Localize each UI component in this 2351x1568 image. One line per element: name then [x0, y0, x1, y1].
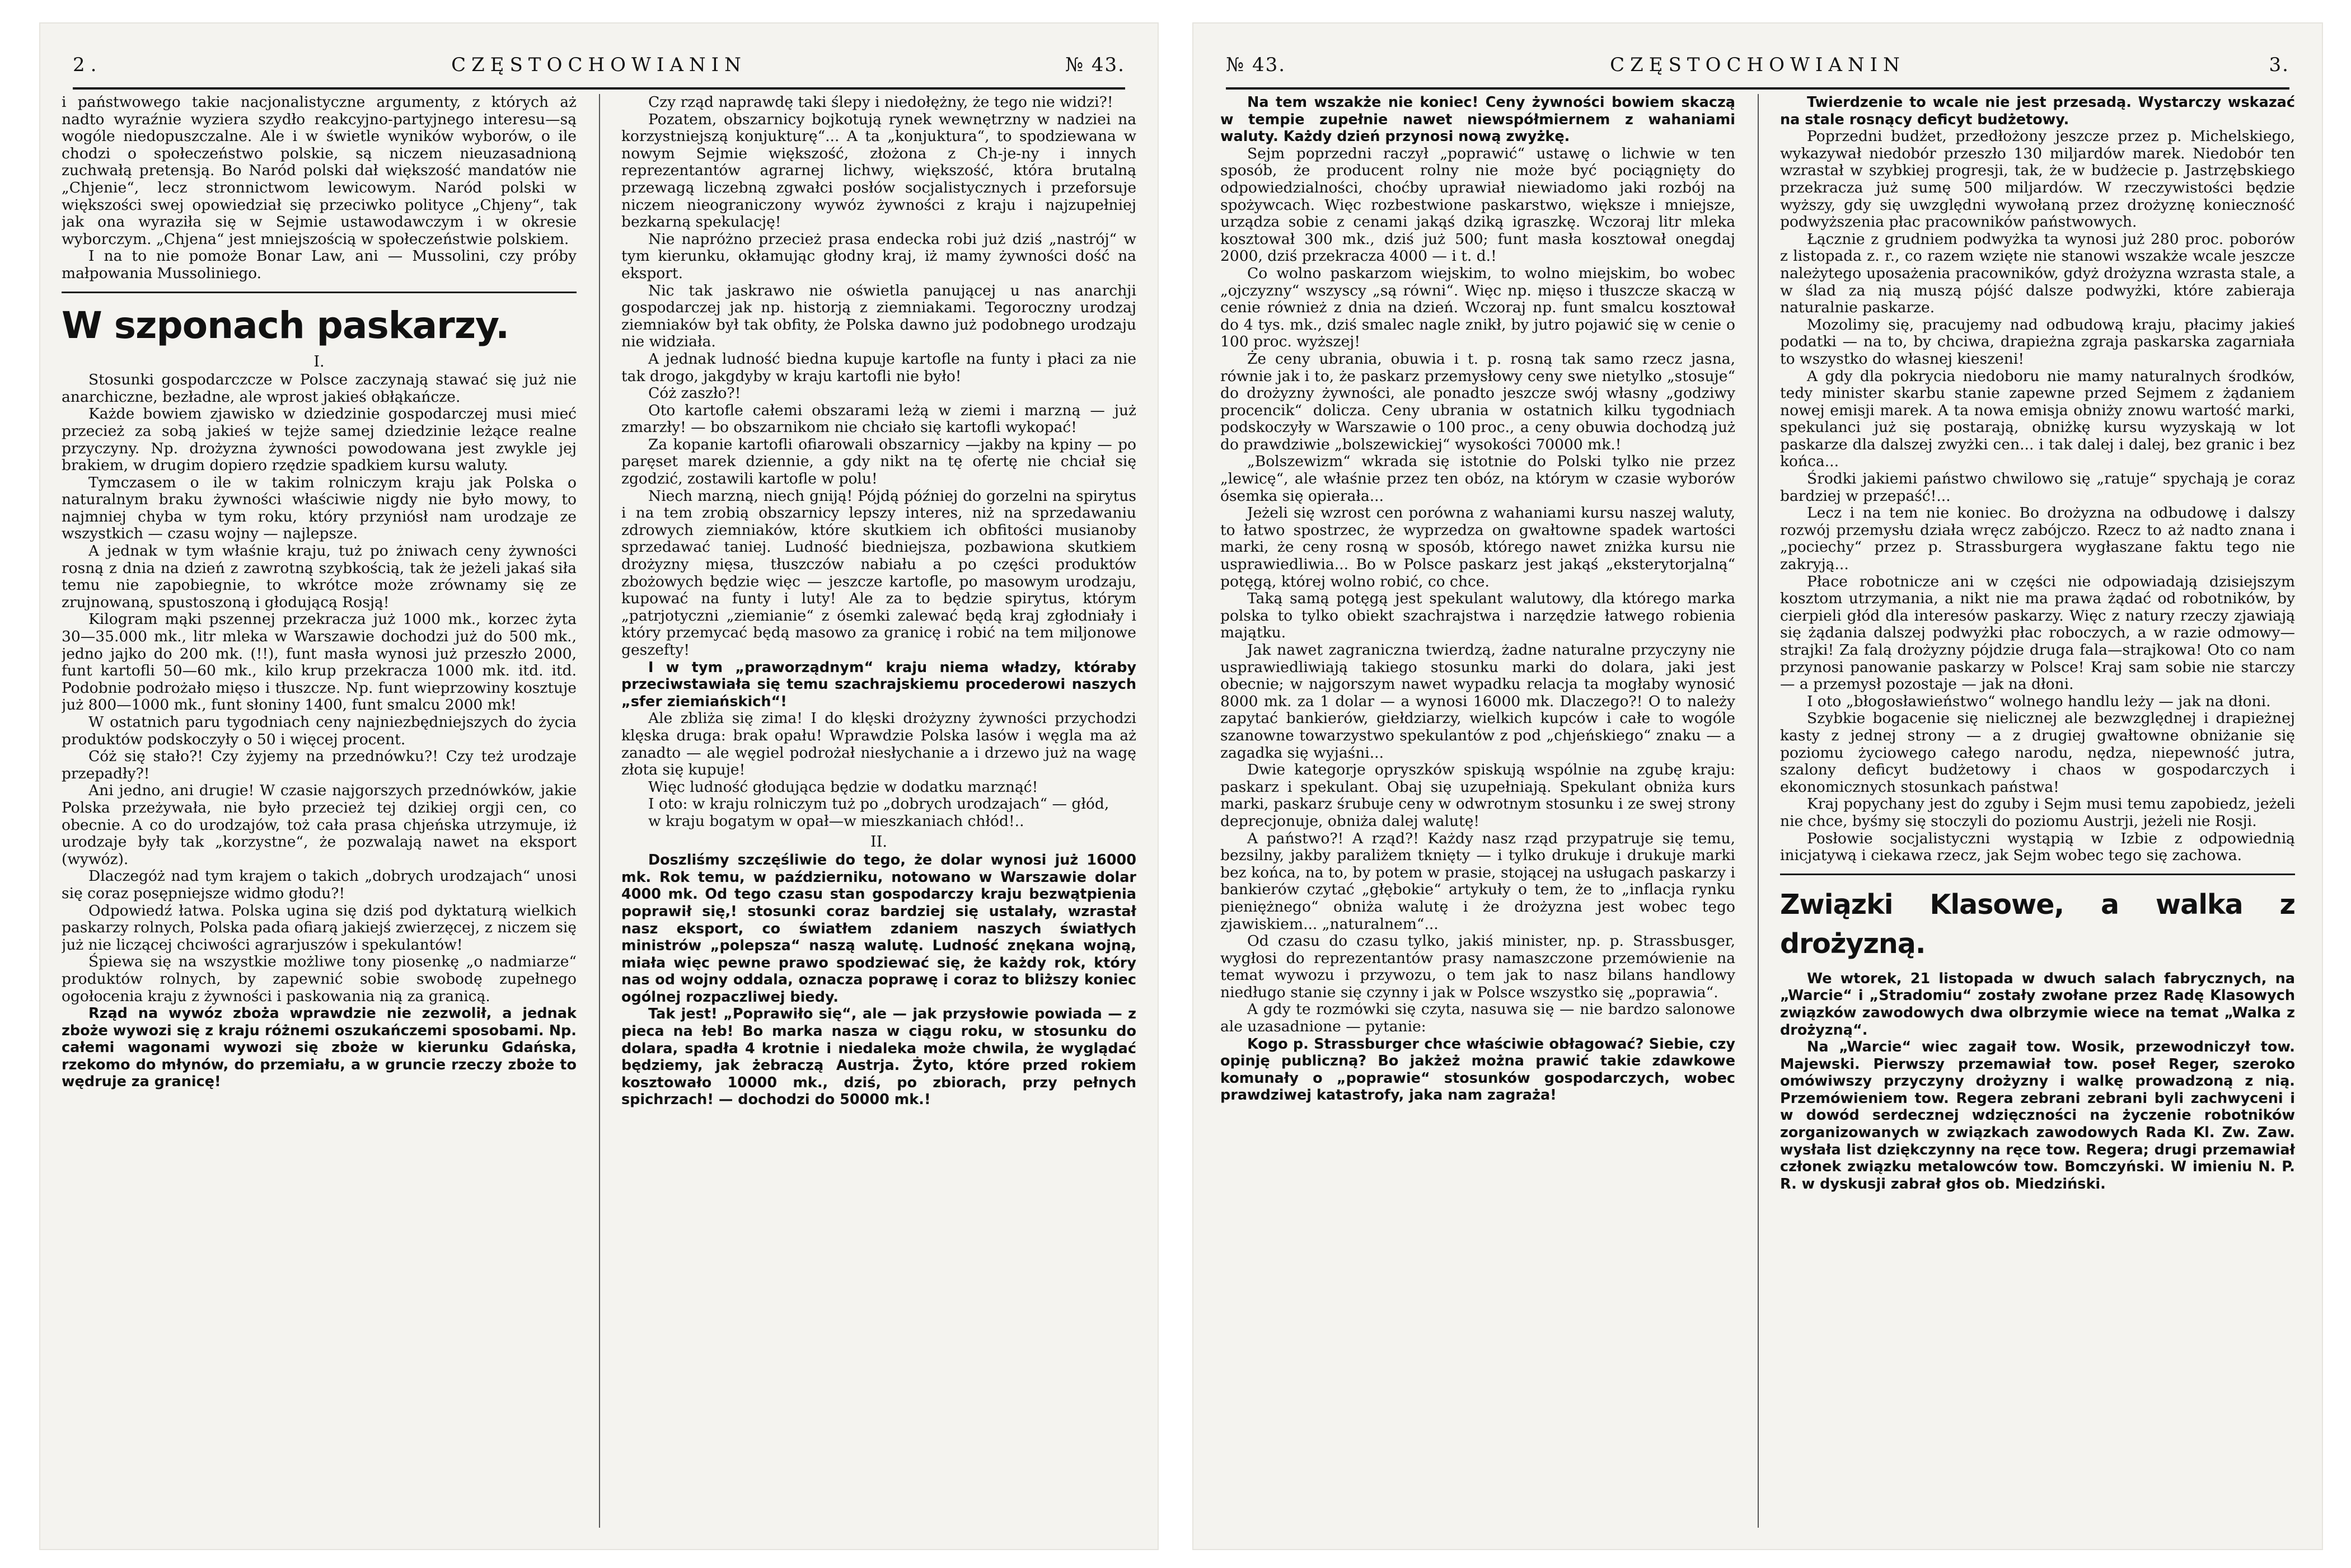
paragraph: i państwowego takie nacjonalistyczne argumenty, z których aż nadto wyraźnie wyziera szydło reakcyjno-partyjnego interesu—są wogóle niedopuszczalne. Ale i w świetle wyników wyborów, o ile chodzi o społeczeństwo polskie, są niczem nieuzasadnioną zuchwałą pretensją. Bo Naród polski dał większość mandatów nie „Chjenie“, lecz stronnictwom lewicowym. Naród polski w większości swej opowiedział się przeciwko polityce „Chjeny“, tak jak ona wyraziła się w Sejmie ustawodawczym i w okresie wyborczym. „Chjena“ jest mniejszością w społeczeństwie polskiem.: [62, 94, 577, 248]
paragraph: Poprzedni budżet, przedłożony jeszcze przez p. Michelskiego, wykazywał niedobór przeszło 130 miljardów marek. Niedobór ten wzrastał w szybkiej progresji, tak, że w budżecie p. Jastrzębskiego przekracza już sumę 500 miljardów. W rzeczywistości będzie wyższy, gdy się uwzględni wywołaną przez drożyznę konieczność podwyższenia płac pracowników państwowych.: [1780, 128, 2295, 231]
paragraph: I oto „błogosławieństwo“ wolnego handlu leży — jak na dłoni.: [1807, 692, 2271, 710]
paragraph: I na to nie pomoże Bonar Law, ani — Mussolini, czy próby małpowania Mussoliniego.: [62, 247, 577, 282]
left-page: [39, 22, 1159, 1550]
paragraph: W ostatnich paru tygodniach ceny najniezbędniejszych do życia produktów podskoczyły o 50 i więcej procent.: [62, 713, 577, 748]
paragraph: Oto kartofle całemi obszarami leżą w ziemi i marzną — już zmarzły! — bo obszarnikom nie chciało się kartofli wykopać!: [621, 401, 1136, 436]
paragraph-bold: Rząd na wywóz zboża wprawdzie nie zezwolił, a jednak zboże wywozi się z kraju różnemi oszukańczemi sposobami. Np. całemi wagonami wywozi się zboże w kierunku Gdańska, rzekomo do młynów, do przemiału, a w gruncie rzeczy zboże to wędruje za granicę!: [62, 1005, 577, 1091]
paragraph: Odpowiedź łatwa. Polska ugina się dziś pod dyktaturą wielkich paskarzy rolnych, Polska pada ofiarą jakiejś zwierzęcej, z niczem się już nie liczącej chciwości agrarjuszów i spekulantów!: [62, 902, 577, 954]
paragraph: A gdy dla pokrycia niedoboru nie mamy naturalnych środków, tedy minister skarbu stanie zapewne przed Sejmem z żądaniem nowej emisji marek. A ta nowa emisja obniży znowu wartość marki, spekulanci już się postarają, obniżkę kursu wyzyskają w lot paskarze dla dalszej zwyżki cen... i tak dalej i dalej, bez granic i bez końca...: [1780, 367, 2295, 471]
section-number: II.: [870, 833, 887, 851]
left-column-2: [621, 94, 1136, 1528]
paragraph: Stosunki gospodarczcze w Polsce zaczynają stawać się już nie anarchiczne, bezładne, ale wprost jakieś obłąkańcze.: [62, 371, 577, 406]
paragraph: Kraj popychany jest do zguby i Sejm musi temu zapobiedz, jeżeli nie chce, byśmy się stoczyli do poziomu Austrji, jeżeli nie Rosji.: [1780, 795, 2295, 830]
right-column-2: [1780, 94, 2295, 1528]
paragraph: Pozatem, obszarnicy bojkotują rynek wewnętrzny w nadziei na korzystniejszą konjukturę“... A ta „konjuktura“, to spodziewana w nowym Sejmie większość, złożona z Ch-je-ny i innych reprezentantów agrarnej lichwy, większość, która brutalną przewagą liczebną zgwałci posłów socjalistycznych i przeforsuje niczem nieograniczony wywóz żywności z kraju i najzupełniej bezkarną spekulację!: [621, 110, 1136, 231]
paragraph: Cóż się stało?! Czy żyjemy na przednówku?! Czy też urodzaje przepadły?!: [62, 748, 577, 782]
paragraph: Mozolimy się, pracujemy nad odbudową kraju, płacimy jakieś podatki — na to, by chciwa, drapieżna zgraja paskarska zagarniała to wszystko do własnej kieszeni!: [1780, 316, 2295, 368]
paragraph: Czy rząd naprawdę taki ślepy i niedołężny, że tego nie widzi?!: [648, 94, 1113, 111]
issue-number: № 43.: [1226, 54, 1286, 76]
paragraph: Kilogram mąki pszennej przekracza już 1000 mk., korzec żyta 30—35.000 mk., litr mleka w Warszawie dochodzi już do 500 mk., jedno jajko do 200 mk. (!!), funt masła wynosi już przeszło 2000, funt kartofli 50—60 mk., kilo krup przekracza 1000 mk. itd. itd. Podobnie podrożało mięso i tłuszcze. Np. funt wieprzowiny kosztuje już 800—1000 mk., funt słoniny 1400, funt smalcu 2000 mk!: [62, 611, 577, 714]
paragraph: Szybkie bogacenie się nielicznej ale bezwzględnej i drapieżnej kasty z jednej strony — a z drugiej gwałtowne obniżanie się poziomu życiowego całego narodu, nędza, niepewność jutra, szalony deficyt budżetowy i chaos w gospodarczych i ekonomicznych stosunkach państwa!: [1780, 710, 2295, 796]
section-divider: [1780, 874, 2295, 875]
paragraph: Cóż zaszło?!: [648, 384, 741, 402]
newspaper-title: CZĘSTOCHOWIANIN: [1610, 54, 1905, 76]
paragraph-bold: Na „Warcie“ wiec zagaił tow. Wosik, przewodniczył tow. Majewski. Pierwszy przemawiał tow. poseł Reger, szeroko omówiwszy przyczyny drożyzny i walkę prowadzoną z nią. Przemówieniem tow. Regera zebrani zebrani byli zachwyceni i w dowód serdecznej wdzięczności na życzenie robotników zorganizowanych w związkach zawodowych Rada Kl. Zw. Zaw. wysłała list dziękczynny na ręce tow. Regera; drugi przemawiał członek związku metalowców tow. Bomczyński. W imieniu N. P. R. w dyskusji zabrał głos ob. Miedziński.: [1780, 1039, 2295, 1193]
paragraph: Lecz i na tem nie koniec. Bo drożyzna na odbudowę i dalszy rozwój przemysłu działa wręcz zabójczo. Rzecz to aż nadto znana i „pociechy“ przez p. Strassburgera wygłaszane faktu tego nie zakryją...: [1780, 504, 2295, 574]
page-header: [73, 54, 1125, 87]
paragraph: Od czasu do czasu tylko, jakiś minister, np. p. Strassbusger, wygłosi do reprezentantów prasy namaszczone przemówienie na temat wywozu i przywozu, o tem jak to nasz bilans handlowy niedługo stanie się czynny i jak w Polsce wszystko się „poprawia“.: [1220, 932, 1735, 1001]
paragraph: I oto: w kraju rolniczym tuż po „dobrych urodzajach“ — głód,: [648, 795, 1109, 813]
paragraph: Co wolno paskarzom wiejskim, to wolno miejskim, bo wobec „ojczyzny“ wszyscy „są równi“. Więc np. mięso i tłuszcze skaczą w cenie również z dnia na dzień. Wczoraj np. funt smalcu kosztował do 4 tys. mk., dziś smalec nagle znikł, by jutro pojawić się w cenie o 100 proc. wyższej!: [1220, 264, 1735, 351]
paragraph: Niech marzną, niech gniją! Pójdą później do gorzelni na spirytus i na tem zrobią obszarnicy lepszy interes, niż na sprzedawaniu zdrowych ziemniaków, które skutkiem ich obfitości musianoby sprzedawać taniej. Ludność biedniejsza, pozbawiona skutkiem drożyzny mięsa, tłuszczów nabiału a po części produktów zbożowych będzie więc — jeszcze kartofle, po masowym urodzaju, kupować na funty i luty! Ale za to będzie spirytus, którym „patrjotyczni „ziemianie“ z ósemki zalewać będą kraj zgłodniały i który przemycać będą masowo za granicę i robić na tem miljonowe geszefty!: [621, 487, 1136, 659]
right-column-1: [1220, 94, 1735, 1528]
paragraph: „Bolszewizm“ wkrada się istotnie do Polski tylko nie przez „lewicę“, ale właśnie przez ten obóz, na którym w czasie wyborów ósemka się opierała...: [1220, 453, 1735, 505]
paragraph: Ani jedno, ani drugie! W czasie najgorszych przednówków, jakie Polska przeżywała, nie było przecież tej dzikiej orgji cen, co obecnie. A co do urodzajów, toż cała prasa chjeńska utrzymuje, iż urodzaje były tak „korzystne“, że pozwalają nawet na eksport (wywóz).: [62, 782, 577, 868]
paragraph: A państwo?! A rząd?! Każdy nasz rząd przypatruje się temu, bezsilny, jakby paraliżem tknięty — i tylko drukuje i drukuje marki bez końca, na to, by potem w prasie, stojącej na usługach paskarzy i bankierów czytać „głębokie“ artykuły o tem, że to „inflacja rynku pieniężnego“ obniża walutę i że drożyzna jest wobec tego zjawiskiem... „naturalnem“...: [1220, 829, 1735, 933]
header-rule: [1226, 87, 2289, 90]
paragraph: Łącznie z grudniem podwyżka ta wynosi już 280 proc. poborów z listopada z. r., co razem wzięte nie stanowi wszakże wcale jeszcze należytego uposażenia pracowników, gdyż drożyzna wzrasta stale, a w ślad za nią muszą pójść dalsze podwyżki, które zabieraja naturalnie paskarze.: [1780, 230, 2295, 317]
paragraph: Dwie kategorje opryszków spiskują wspólnie na zgubę kraju: paskarz i spekulant. Obaj się uzupełniają. Spekulant obniża kurs marki, paskarz śrubuje ceny w odwrotnym stosunku i ze swej strony deprecjonuje, obniża dalej walutę!: [1220, 761, 1735, 830]
paragraph: Jak nawet zagraniczna twierdzą, żadne naturalne przyczyny nie usprawiedliwiają takiego stosunku marki do dolara, jaki jest obecnie; w najgorszym nawet wypadku relacja ta mogłaby wynosić 8000 mk. za 1 dolar — a wynosi 16000 mk. Dlaczego?! O to należy zapytać bankierów, giełdziarzy, wielkich kupców i całe to wogóle szanowne towarzystwo spekulantów z pod „chjeńskiego“ znaku — a zagadka się wyjaśni...: [1220, 641, 1735, 762]
paragraph: Nic tak jaskrawo nie oświetla panującej u nas anarchji gospodarczej jak np. historją z ziemniakami. Tegoroczny urodzaj ziemniaków był tak obfity, że Polska dawno już podobnego urodzaju nie widziała.: [621, 281, 1136, 351]
paragraph: Dlaczegóż nad tym krajem o takich „dobrych urodzajach“ unosi się coraz posępniejsze widmo głodu?!: [62, 867, 577, 902]
paragraph: Środki jakiemi państwo chwilowo się „ratuje“ spychają je coraz bardziej w przepaść!...: [1780, 470, 2295, 505]
page-number: 2.: [73, 54, 102, 76]
paragraph: Posłowie socjalistyczni wystąpią w Izbie z odpowiednią inicjatywą i ciekawa rzecz, jak Sejm wobec tego się zachowa.: [1780, 829, 2295, 865]
paragraph: Śpiewa się na wszystkie możliwe tony piosenkę „o nadmiarze“ produktów rolnych, by zapewnić sobie swobodę zupełnego ogołocenia kraju z żywności i paskowania nią za granicą.: [62, 953, 577, 1005]
section-number: I.: [313, 353, 325, 370]
page-gutter: [1159, 22, 1192, 1550]
paragraph: A jednak ludność biedna kupuje kartofle na funty i płaci za nie tak drogo, jakgdyby w kraju kartofli nie było!: [621, 350, 1136, 385]
paragraph: Ale zbliża się zima! I do klęski drożyzny żywności przychodzi klęska druga: brak opału! Wprawdzie Polska lasów i węgla ma aż zanadto — ale węgiel podrożał niesłychanie a i drzewo już na wagę złota się kupuje!: [621, 710, 1136, 779]
paragraph: Płace robotnicze ani w części nie odpowiadają dzisiejszym kosztom utrzymania, a nikt nie ma prawa żądać od robotników, by cierpieli głód dla interesów paskarzy. Więc z natury rzeczy zjawiają się żądania dalszej podwyżki płac roboczych, a w razie odmowy—strajki! Za falą drożyzny pójdzie druga fala—strajkowa! Oto co nam przynosi panowanie paskarzy w Polsce! Kraj sam sobie nie starczy — a przemysł pozostaje — jak na dłoni.: [1780, 572, 2295, 693]
right-page: [1192, 22, 2323, 1550]
paragraph: A jednak w tym właśnie kraju, tuż po żniwach ceny żywności rosną z dnia na dzień z zawrotną szybkością, tak że jeżeli jakaś siła temu nie zapobiegnie, to wkrótce może zrównamy się ze zrujnowaną, spustoszoną i głodującą Rosją!: [62, 542, 577, 611]
page-number: 3.: [2269, 54, 2289, 76]
paragraph: Nie napróżno przecież prasa endecka robi już dziś „nastrój“ w tym kierunku, okłamując głodny kraj, iż mamy żywności dość na eksport.: [621, 230, 1136, 282]
page-header: [1226, 54, 2289, 87]
article-headline: W szponach paskarzy.: [62, 303, 509, 347]
column-divider: [599, 94, 600, 1528]
issue-number: № 43.: [1065, 54, 1125, 76]
paragraph: w kraju bogatym w opał—w mieszkaniach chłód!..: [648, 812, 1024, 830]
paragraph: A gdy te rozmówki się czyta, nasuwa się — nie bardzo salonowe ale uzasadnione — pytanie:: [1220, 1001, 1735, 1036]
newspaper-title: CZĘSTOCHOWIANIN: [451, 54, 747, 76]
paragraph-bold: Twierdzenie to wcale nie jest przesadą. Wystarczy wskazać na stale rosnący deficyt budżetowy.: [1780, 94, 2295, 128]
article-headline: Związki Klasowe, a walka z drożyzną.: [1780, 888, 2295, 960]
left-column-1: [62, 94, 577, 1528]
paragraph-bold: Kogo p. Strassburger chce właściwie obłagować? Siebie, czy opinję publiczną? Bo jakżeż można prawić takie zdawkowe komunały o „poprawie“ stosunków gospodarczych, wobec prawdziwej katastrofy, jaka nam zagraża!: [1220, 1035, 1735, 1104]
paragraph: Sejm poprzedni raczył „poprawić“ ustawę o lichwie w ten sposób, że producent rolny nie może być pociągnięty do odpowiedzialności, choćby uprawiał niewiadomo jaki rozbój na spożywcach. Więc rozbestwione paskarstwo, większe i mniejsze, urządza sobie z cenami jakąś dziką igraszkę. Wczoraj litr mleka kosztował 300 mk., dziś już 500; funt masła kosztował onegdaj 2000, dziś przekracza 4000 — i t. d.!: [1220, 144, 1735, 265]
paragraph: Za kopanie kartofli ofiarowali obszarnicy —jakby na kpiny — po paręset marek dziennie, a gdy nikt na tę ofertę nie chciał się zgodzić, zostawili kartofle w polu!: [621, 435, 1136, 488]
paragraph-bold: I w tym „praworządnym“ kraju niema władzy, któraby przeciwstawiała się temu szachrajskiemu procederowi naszych „sfer ziemiańskich“!: [621, 659, 1136, 710]
paragraph-bold: Tak jest! „Poprawiło się“, ale — jak przysłowie powiada — z pieca na łeb! Bo marka nasza w ciągu roku, w stosunku do dolara, spadła 4 krotnie i niedaleka może chwila, że wyglądać będziemy, jak żebraczą Austrja. Żyto, które przed rokiem kosztowało 10000 mk., dziś, po zbiorach, przy pełnych spichrzach! — dochodzi do 50000 mk.!: [621, 1006, 1136, 1109]
column-divider: [1758, 94, 1759, 1528]
paragraph: Taką samą potęgą jest spekulant walutowy, dla którego marka polska to tylko obiekt szachrajstwa i narzędzie łatwego robienia majątku.: [1220, 590, 1735, 642]
header-rule: [73, 87, 1125, 90]
paragraph-bold: We wtorek, 21 listopada w dwuch salach fabrycznych, na „Warcie“ i „Stradomiu“ zostały zwołane przez Radę Klasowych związków zawodowych dwa olbrzymie wiece na temat „Walka z drożyzną“.: [1780, 970, 2295, 1039]
paragraph: Więc ludność głodująca będzie w dodatku marznąć!: [648, 778, 1038, 796]
paragraph: Że ceny ubrania, obuwia i t. p. rosną tak samo rzecz jasna, równie jak i to, że paskarz przemysłowy ceny swe nietylko „stosuje“ do drożyzny żywności, ale ponadto jeszcze swój własny „godziwy procencik“ dolicza. Ceny ubrania w ostatnich kilku tygodniach podskoczyły w Warszawie o 100 proc., a ceny obuwia dochodzą już do prawdziwie „bolszewickiej“ wysokości 70000 mk.!: [1220, 350, 1735, 453]
paragraph-bold: Na tem wszakże nie koniec! Ceny żywności bowiem skaczą w tempie zupełnie nawet niewspółmiernem z wahaniami waluty. Każdy dzień przynosi nową zwyżkę.: [1220, 94, 1735, 145]
paragraph: Tymczasem o ile w takim rolniczym kraju jak Polska o naturalnym braku żywności właściwie nigdy nie było mowy, to najmniej chyba w tym roku, który przyniósł nam urodzaje ze wszystkich — czasu wojny — najlepsze.: [62, 473, 577, 543]
paragraph-bold: Doszliśmy szczęśliwie do tego, że dolar wynosi już 16000 mk. Rok temu, w październiku, notowano w Warszawie dolar 4000 mk. Od tego czasu stan gospodarczy kraju bezwątpienia poprawił się,! stosunki coraz bardziej się ustalały, wzrastał nasz eksport, co światłem zdaniem naszych światłych ministrów „polepsza“ naszą walutę. Ludność znękana wojną, miała więc pewne prawo spodziewać się, że każdy rok, który nas od wojny oddala, oznacza poprawę i coraz to bliższy koniec ogólnej rozpaczliwej biedy.: [621, 852, 1136, 1006]
paragraph: Jeżeli się wzrost cen porówna z wahaniami kursu naszej waluty, to łatwo spostrzec, że wyprzedza on gwałtowne spadek wartości marki, że ceny rosną w sposób, którego nawet zniżka kursu nie usprawiedliwia... Bo w Polsce paskarz jest jakąś „eksterytorjalną“ potęgą, której wolno robić, co chce.: [1220, 504, 1735, 590]
paragraph: Każde bowiem zjawisko w dziedzinie gospodarczej musi mieć przecież za sobą jakieś w tejże samej dziedzinie leżące realne przyczyny. Np. drożyzna żywności powodowana jest zwykle jej brakiem, w drugim dopiero rzędzie spadkiem kursu waluty.: [62, 405, 577, 475]
section-divider: [62, 292, 577, 293]
